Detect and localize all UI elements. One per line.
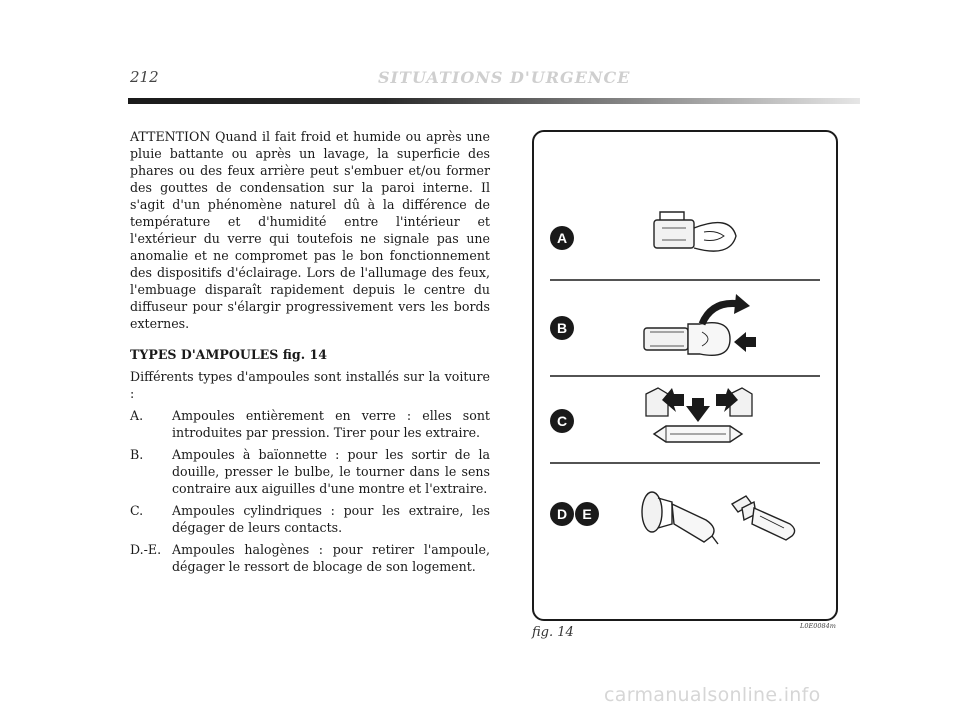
page-number: 212 [130, 68, 159, 86]
halogen-bulb-d-icon [642, 492, 718, 544]
list-item-label: C. [130, 503, 144, 518]
text-column [130, 128, 490, 580]
attention-paragraph: ATTENTION Quand il fait froid et humide ou après une pluie battante ou après un lavage, la superficie des phares ou des feux arrière peut s'embuer et/ou former des gouttes de condensation sur la paroi interne. Il s'agit d'un phénomène naturel dû à la différence de température et d'humidité entre l'intérieur et l'extérieur du verre qui toutefois ne signale pas une anomalie et ne compromet pas le bon fonctionnement des dispositifs d'éclairage. Lors de l'allumage des feux, l'embuage disparaît rapidement depuis le centre du diffuseur pour s'élargir progressivement vers les bords externes. [130, 129, 490, 331]
bayonet-bulb-icon [644, 323, 730, 356]
header-rule [128, 98, 860, 104]
list-item-label: B. [130, 447, 144, 462]
list-item-text: Ampoules halogènes : pour retirer l'ampoule, dégager le ressort de blocage de son logement. [172, 542, 490, 574]
badge-e-label: E [582, 506, 592, 522]
bulb-types-heading: TYPES D'AMPOULES fig. 14 [130, 347, 328, 362]
badge-c-label: C [556, 413, 568, 429]
badge-c [550, 409, 574, 433]
list-item-label: A. [130, 408, 144, 423]
rotate-arrow-icon [702, 294, 750, 324]
list-item [130, 407, 490, 441]
list-item-text: Ampoules entièrement en verre : elles sont introduites par pression. Tirer pour les extraire. [172, 408, 490, 440]
bulb-figure [532, 130, 838, 621]
badge-b-label: B [556, 320, 568, 336]
badge-d [550, 502, 574, 526]
badge-b [550, 316, 574, 340]
list-item-text: Ampoules à baïonnette : pour les sortir de la douille, presser le bulbe, le tourner dans le sens contraire aux aiguilles d'une montre et l'extraire. [172, 447, 490, 496]
halogen-bulb-e-icon [732, 496, 795, 540]
list-item-label: D.-E. [130, 542, 162, 557]
list-item [130, 541, 490, 575]
extract-arrows-icon [662, 388, 738, 422]
badge-e [575, 502, 599, 526]
badge-a [550, 226, 574, 250]
bulb-illustration [534, 132, 836, 619]
list-item [130, 446, 490, 497]
list-item-text: Ampoules cylindriques : pour les extraire, les dégager de leurs contacts. [172, 503, 490, 535]
figure-code: L0E0084m [800, 622, 836, 630]
wedge-bulb-icon [654, 212, 736, 251]
figure-caption: fig. 14 [532, 625, 574, 640]
intro-paragraph: Différents types d'ampoules sont installés sur la voiture : [130, 369, 490, 401]
push-arrow-icon [734, 332, 756, 352]
festoon-bulb-icon [654, 426, 742, 442]
badge-d-label: D [556, 506, 568, 522]
section-title: SITUATIONS D'URGENCE [378, 68, 631, 87]
watermark: carmanualsonline.info [604, 684, 821, 706]
badge-a-label: A [556, 230, 568, 246]
list-item [130, 502, 490, 536]
